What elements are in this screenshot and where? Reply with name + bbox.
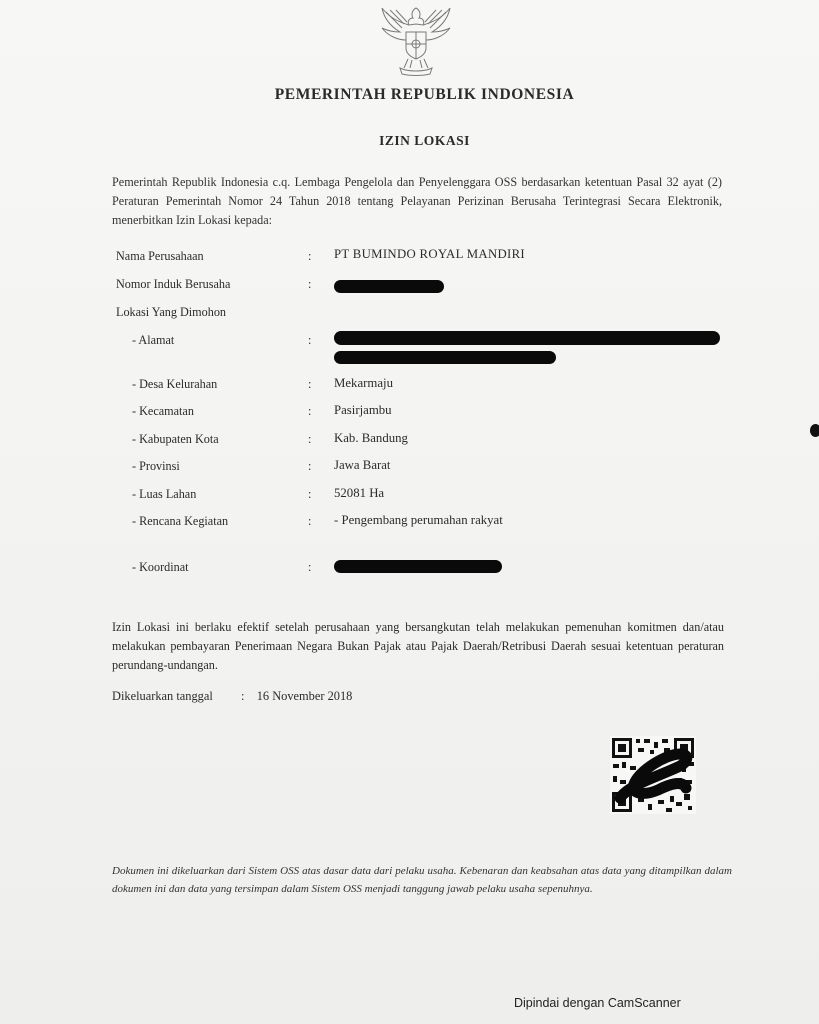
issued-date: 16 November 2018 (256, 689, 353, 703)
intro-paragraph: Pemerintah Republik Indonesia c.q. Lembaga Pengelola dan Penyelenggara OSS berdasarkan ketentuan Pasal 32 ayat (2) Peraturan Pemerintah Nomor 24 Tahun 2018 tentang Pelayanan Perizinan Berusaha Terintegrasi Secara Elektronik, menerbitkan Izin Lokasi kepada: (112, 175, 722, 227)
field-value: Mekarmaju (334, 376, 393, 390)
field-value: Jawa Barat (334, 458, 391, 472)
field-label: - Kecamatan (132, 404, 194, 418)
field-value: Pasirjambu (334, 403, 392, 417)
field-value: PT BUMINDO ROYAL MANDIRI (334, 247, 525, 261)
camscanner-watermark: Dipindai dengan CamScanner (514, 996, 681, 1010)
field-value: - Pengembang perumahan rakyat (334, 513, 503, 527)
redaction-mark (334, 280, 444, 293)
lokasi-heading: Lokasi Yang Dimohon (116, 305, 227, 319)
document-title: IZIN LOKASI (379, 133, 470, 148)
issued-date-line (112, 689, 352, 704)
field-label: - Rencana Kegiatan (132, 514, 229, 528)
field-colon: : (308, 377, 312, 391)
government-title: PEMERINTAH REPUBLIK INDONESIA (274, 86, 575, 103)
issued-label: Dikeluarkan tanggal (112, 689, 213, 703)
field-label: - Desa Kelurahan (132, 377, 218, 391)
field-colon: : (308, 432, 312, 446)
field-colon: : (308, 333, 312, 347)
field-colon: : (308, 487, 312, 501)
redaction-mark (334, 351, 556, 364)
field-colon: : (308, 459, 312, 473)
field-colon: : (308, 277, 312, 291)
scan-artifact-dot (810, 424, 819, 437)
field-label: - Provinsi (132, 459, 180, 473)
garuda-emblem-icon (376, 2, 456, 78)
field-label: - Luas Lahan (132, 487, 197, 501)
field-label: Nomor Induk Berusaha (116, 277, 231, 291)
redaction-mark (334, 331, 720, 345)
validity-paragraph: Izin Lokasi ini berlaku efektif setelah perusahaan yang bersangkutan telah melakukan pemenuhan komitmen dan/atau melakukan pembayaran Penerimaan Negara Bukan Pajak atau Pajak Daerah/Retribusi Daerah sesuai ketentuan peraturan perundang-undangan. (112, 620, 724, 672)
field-colon: : (308, 249, 312, 263)
field-colon: : (308, 560, 312, 574)
field-label: - Kabupaten Kota (132, 432, 219, 446)
field-colon: : (308, 514, 312, 528)
redaction-mark (334, 560, 502, 573)
field-colon: : (308, 404, 312, 418)
field-label: Nama Perusahaan (116, 249, 204, 263)
issued-colon: : (241, 689, 245, 703)
field-label: - Alamat (132, 333, 175, 347)
field-value: 52081 Ha (334, 486, 385, 500)
qr-code-icon (610, 736, 696, 814)
disclaimer-footer: Dokumen ini dikeluarkan dari Sistem OSS atas dasar data dari pelaku usaha. Kebenaran dan keabsahan atas data yang ditampilkan dalam dokumen ini dan data yang tersimpan dalam Sistem OSS menjadi tanggung jawab pelaku usaha sepenuhnya. (112, 865, 732, 895)
field-label: - Koordinat (132, 560, 189, 574)
field-value: Kab. Bandung (334, 431, 408, 445)
